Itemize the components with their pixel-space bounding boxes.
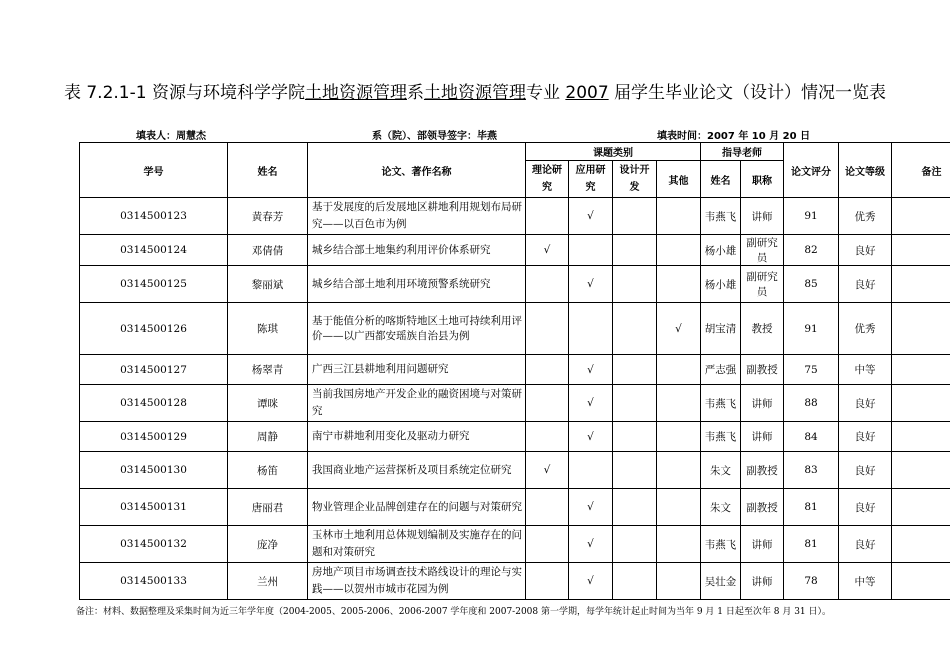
cell-student-id: 0314500128 (80, 385, 228, 422)
cell-advisor-title: 副教授 (741, 489, 784, 526)
cell-student-id: 0314500132 (80, 526, 228, 563)
cell-applied: √ (569, 198, 613, 235)
cell-advisor-title: 讲师 (741, 563, 784, 600)
cell-student-id: 0314500125 (80, 266, 228, 303)
cell-student-name: 庞净 (228, 526, 308, 563)
table-row (80, 355, 950, 385)
cell-paper-title: 城乡结合部土地集约利用评价体系研究 (308, 235, 526, 266)
header-applied: 应用研究 (569, 161, 613, 198)
cell-theory (526, 489, 569, 526)
cell-paper-title: 房地产项目市场调查技术路线设计的理论与实践——以贺州市城市花园为例 (308, 563, 526, 600)
cell-remark (892, 266, 950, 303)
cell-paper-title: 基于能值分析的喀斯特地区土地可持续利用评价——以广西都安瑶族自治县为例 (308, 303, 526, 355)
cell-student-name: 邓倩倩 (228, 235, 308, 266)
cell-grade: 良好 (839, 266, 892, 303)
cell-advisor-title: 副研究员 (741, 266, 784, 303)
cell-score: 78 (784, 563, 839, 600)
header-grade: 论文等级 (839, 143, 892, 198)
cell-applied: √ (569, 266, 613, 303)
cell-advisor-title: 讲师 (741, 422, 784, 452)
cell-paper-title: 我国商业地产运营探析及项目系统定位研究 (308, 452, 526, 489)
cell-applied (569, 303, 613, 355)
cell-student-id: 0314500124 (80, 235, 228, 266)
header-topic-type: 课题类别 (526, 143, 701, 161)
cell-remark (892, 198, 950, 235)
page-title (0, 78, 950, 103)
cell-student-id: 0314500129 (80, 422, 228, 452)
table-row (80, 303, 950, 355)
cell-paper-title: 广西三江县耕地利用问题研究 (308, 355, 526, 385)
cell-theory (526, 303, 569, 355)
title-mid2: 专业 (525, 83, 560, 103)
cell-student-name: 谭咪 (228, 385, 308, 422)
cell-student-id: 0314500133 (80, 563, 228, 600)
cell-design (613, 452, 657, 489)
cell-advisor-title: 讲师 (741, 198, 784, 235)
table-row (80, 526, 950, 563)
table-row (80, 198, 950, 235)
title-mid: 系 (406, 83, 424, 103)
cell-grade: 中等 (839, 563, 892, 600)
cell-applied (569, 452, 613, 489)
cell-applied: √ (569, 422, 613, 452)
title-department: 土地资源管理 (304, 83, 407, 103)
title-major: 土地资源管理 (423, 83, 526, 103)
table-row (80, 452, 950, 489)
cell-score: 75 (784, 355, 839, 385)
title-suffix: 届学生毕业论文（设计）情况一览表 (614, 83, 887, 103)
cell-student-id: 0314500130 (80, 452, 228, 489)
cell-design (613, 422, 657, 452)
cell-remark (892, 563, 950, 600)
cell-score: 81 (784, 526, 839, 563)
header-advisor: 指导老师 (701, 143, 784, 161)
cell-student-name: 杨笛 (228, 452, 308, 489)
cell-other (657, 385, 701, 422)
cell-design (613, 489, 657, 526)
cell-grade: 良好 (839, 526, 892, 563)
cell-design (613, 198, 657, 235)
footnote: 备注：材料、数据整理及采集时间为近三年学年度（2004-2005、2005-2006、2006-2007 学年度和 2007-2008 第一学期，每学年统计起止时间为当年 9 月 1 日起至次年 8 月 31 日）。 (76, 607, 832, 617)
cell-paper-title: 基于发展度的后发展地区耕地利用规划布局研究——以百色市为例 (308, 198, 526, 235)
cell-theory: √ (526, 235, 569, 266)
cell-student-name: 黄春芳 (228, 198, 308, 235)
cell-score: 84 (784, 422, 839, 452)
cell-remark (892, 355, 950, 385)
cell-paper-title: 物业管理企业品牌创建存在的问题与对策研究 (308, 489, 526, 526)
cell-theory (526, 198, 569, 235)
title-prefix: 表 7.2.1-1 资源与环境科学学院 (63, 83, 305, 103)
cell-student-name: 陈琪 (228, 303, 308, 355)
cell-advisor-title: 副教授 (741, 452, 784, 489)
cell-other (657, 355, 701, 385)
header-student-id: 学号 (80, 143, 228, 198)
cell-grade: 良好 (839, 422, 892, 452)
cell-score: 81 (784, 489, 839, 526)
cell-paper-title: 城乡结合部土地利用环境预警系统研究 (308, 266, 526, 303)
cell-other (657, 422, 701, 452)
cell-design (613, 526, 657, 563)
cell-remark (892, 385, 950, 422)
cell-theory (526, 563, 569, 600)
thesis-table (79, 142, 950, 600)
cell-design (613, 355, 657, 385)
cell-advisor-title: 讲师 (741, 526, 784, 563)
header-theory: 理论研究 (526, 161, 569, 198)
table-row (80, 422, 950, 452)
cell-remark (892, 452, 950, 489)
cell-score: 83 (784, 452, 839, 489)
cell-theory (526, 422, 569, 452)
cell-advisor-name: 杨小雄 (701, 266, 741, 303)
cell-student-id: 0314500123 (80, 198, 228, 235)
header-paper-title: 论文、著作名称 (308, 143, 526, 198)
cell-applied: √ (569, 355, 613, 385)
cell-paper-title: 玉林市土地利用总体规划编制及实施存在的问题和对策研究 (308, 526, 526, 563)
cell-score: 91 (784, 303, 839, 355)
cell-design (613, 385, 657, 422)
header-advisor-name: 姓名 (701, 161, 741, 198)
cell-design (613, 235, 657, 266)
cell-grade: 优秀 (839, 198, 892, 235)
cell-score: 88 (784, 385, 839, 422)
title-year: 2007 (565, 83, 609, 103)
cell-advisor-title: 副研究员 (741, 235, 784, 266)
cell-other (657, 235, 701, 266)
header-other: 其他 (657, 161, 701, 198)
cell-student-name: 周静 (228, 422, 308, 452)
cell-score: 85 (784, 266, 839, 303)
cell-score: 82 (784, 235, 839, 266)
cell-theory (526, 526, 569, 563)
cell-grade: 良好 (839, 452, 892, 489)
cell-advisor-name: 严志强 (701, 355, 741, 385)
cell-other (657, 526, 701, 563)
cell-student-id: 0314500127 (80, 355, 228, 385)
table-body (80, 198, 950, 600)
header-score: 论文评分 (784, 143, 839, 198)
cell-design (613, 266, 657, 303)
cell-paper-title: 南宁市耕地利用变化及驱动力研究 (308, 422, 526, 452)
filler-label: 填表人：周慧杰 (136, 131, 206, 142)
cell-advisor-name: 杨小雄 (701, 235, 741, 266)
cell-other (657, 452, 701, 489)
cell-advisor-name: 韦燕飞 (701, 385, 741, 422)
cell-grade: 良好 (839, 489, 892, 526)
header-remark: 备注 (892, 143, 950, 198)
cell-student-id: 0314500131 (80, 489, 228, 526)
table-row (80, 235, 950, 266)
cell-theory (526, 266, 569, 303)
cell-advisor-title: 讲师 (741, 385, 784, 422)
cell-advisor-name: 韦燕飞 (701, 422, 741, 452)
cell-grade: 中等 (839, 355, 892, 385)
cell-advisor-name: 韦燕飞 (701, 526, 741, 563)
cell-applied: √ (569, 526, 613, 563)
table-row (80, 489, 950, 526)
cell-grade: 良好 (839, 385, 892, 422)
cell-other (657, 198, 701, 235)
cell-remark (892, 422, 950, 452)
cell-theory: √ (526, 452, 569, 489)
header-advisor-title: 职称 (741, 161, 784, 198)
cell-remark (892, 235, 950, 266)
header-design: 设计开发 (613, 161, 657, 198)
cell-grade: 优秀 (839, 303, 892, 355)
cell-advisor-title: 副教授 (741, 355, 784, 385)
cell-student-name: 唐丽君 (228, 489, 308, 526)
cell-score: 91 (784, 198, 839, 235)
cell-remark (892, 489, 950, 526)
cell-student-name: 兰州 (228, 563, 308, 600)
cell-paper-title: 当前我国房地产开发企业的融资困境与对策研究 (308, 385, 526, 422)
cell-student-id: 0314500126 (80, 303, 228, 355)
cell-applied (569, 235, 613, 266)
cell-advisor-title: 教授 (741, 303, 784, 355)
cell-other (657, 563, 701, 600)
cell-student-name: 杨翠青 (228, 355, 308, 385)
signer-label: 系（院）、部领导签字：毕燕 (372, 131, 497, 142)
cell-theory (526, 355, 569, 385)
cell-applied: √ (569, 489, 613, 526)
cell-remark (892, 526, 950, 563)
cell-design (613, 303, 657, 355)
table-row (80, 385, 950, 422)
cell-other (657, 266, 701, 303)
cell-advisor-name: 吴壮金 (701, 563, 741, 600)
cell-advisor-name: 朱文 (701, 489, 741, 526)
cell-advisor-name: 胡宝清 (701, 303, 741, 355)
cell-student-name: 黎丽斌 (228, 266, 308, 303)
cell-design (613, 563, 657, 600)
table-row (80, 266, 950, 303)
cell-other (657, 489, 701, 526)
cell-other: √ (657, 303, 701, 355)
cell-advisor-name: 韦燕飞 (701, 198, 741, 235)
table-row (80, 563, 950, 600)
cell-remark (892, 303, 950, 355)
fill-time-label: 填表时间：2007 年 10 月 20 日 (657, 131, 811, 142)
cell-advisor-name: 朱文 (701, 452, 741, 489)
cell-grade: 良好 (839, 235, 892, 266)
cell-theory (526, 385, 569, 422)
header-name: 姓名 (228, 143, 308, 198)
cell-applied: √ (569, 563, 613, 600)
cell-applied: √ (569, 385, 613, 422)
